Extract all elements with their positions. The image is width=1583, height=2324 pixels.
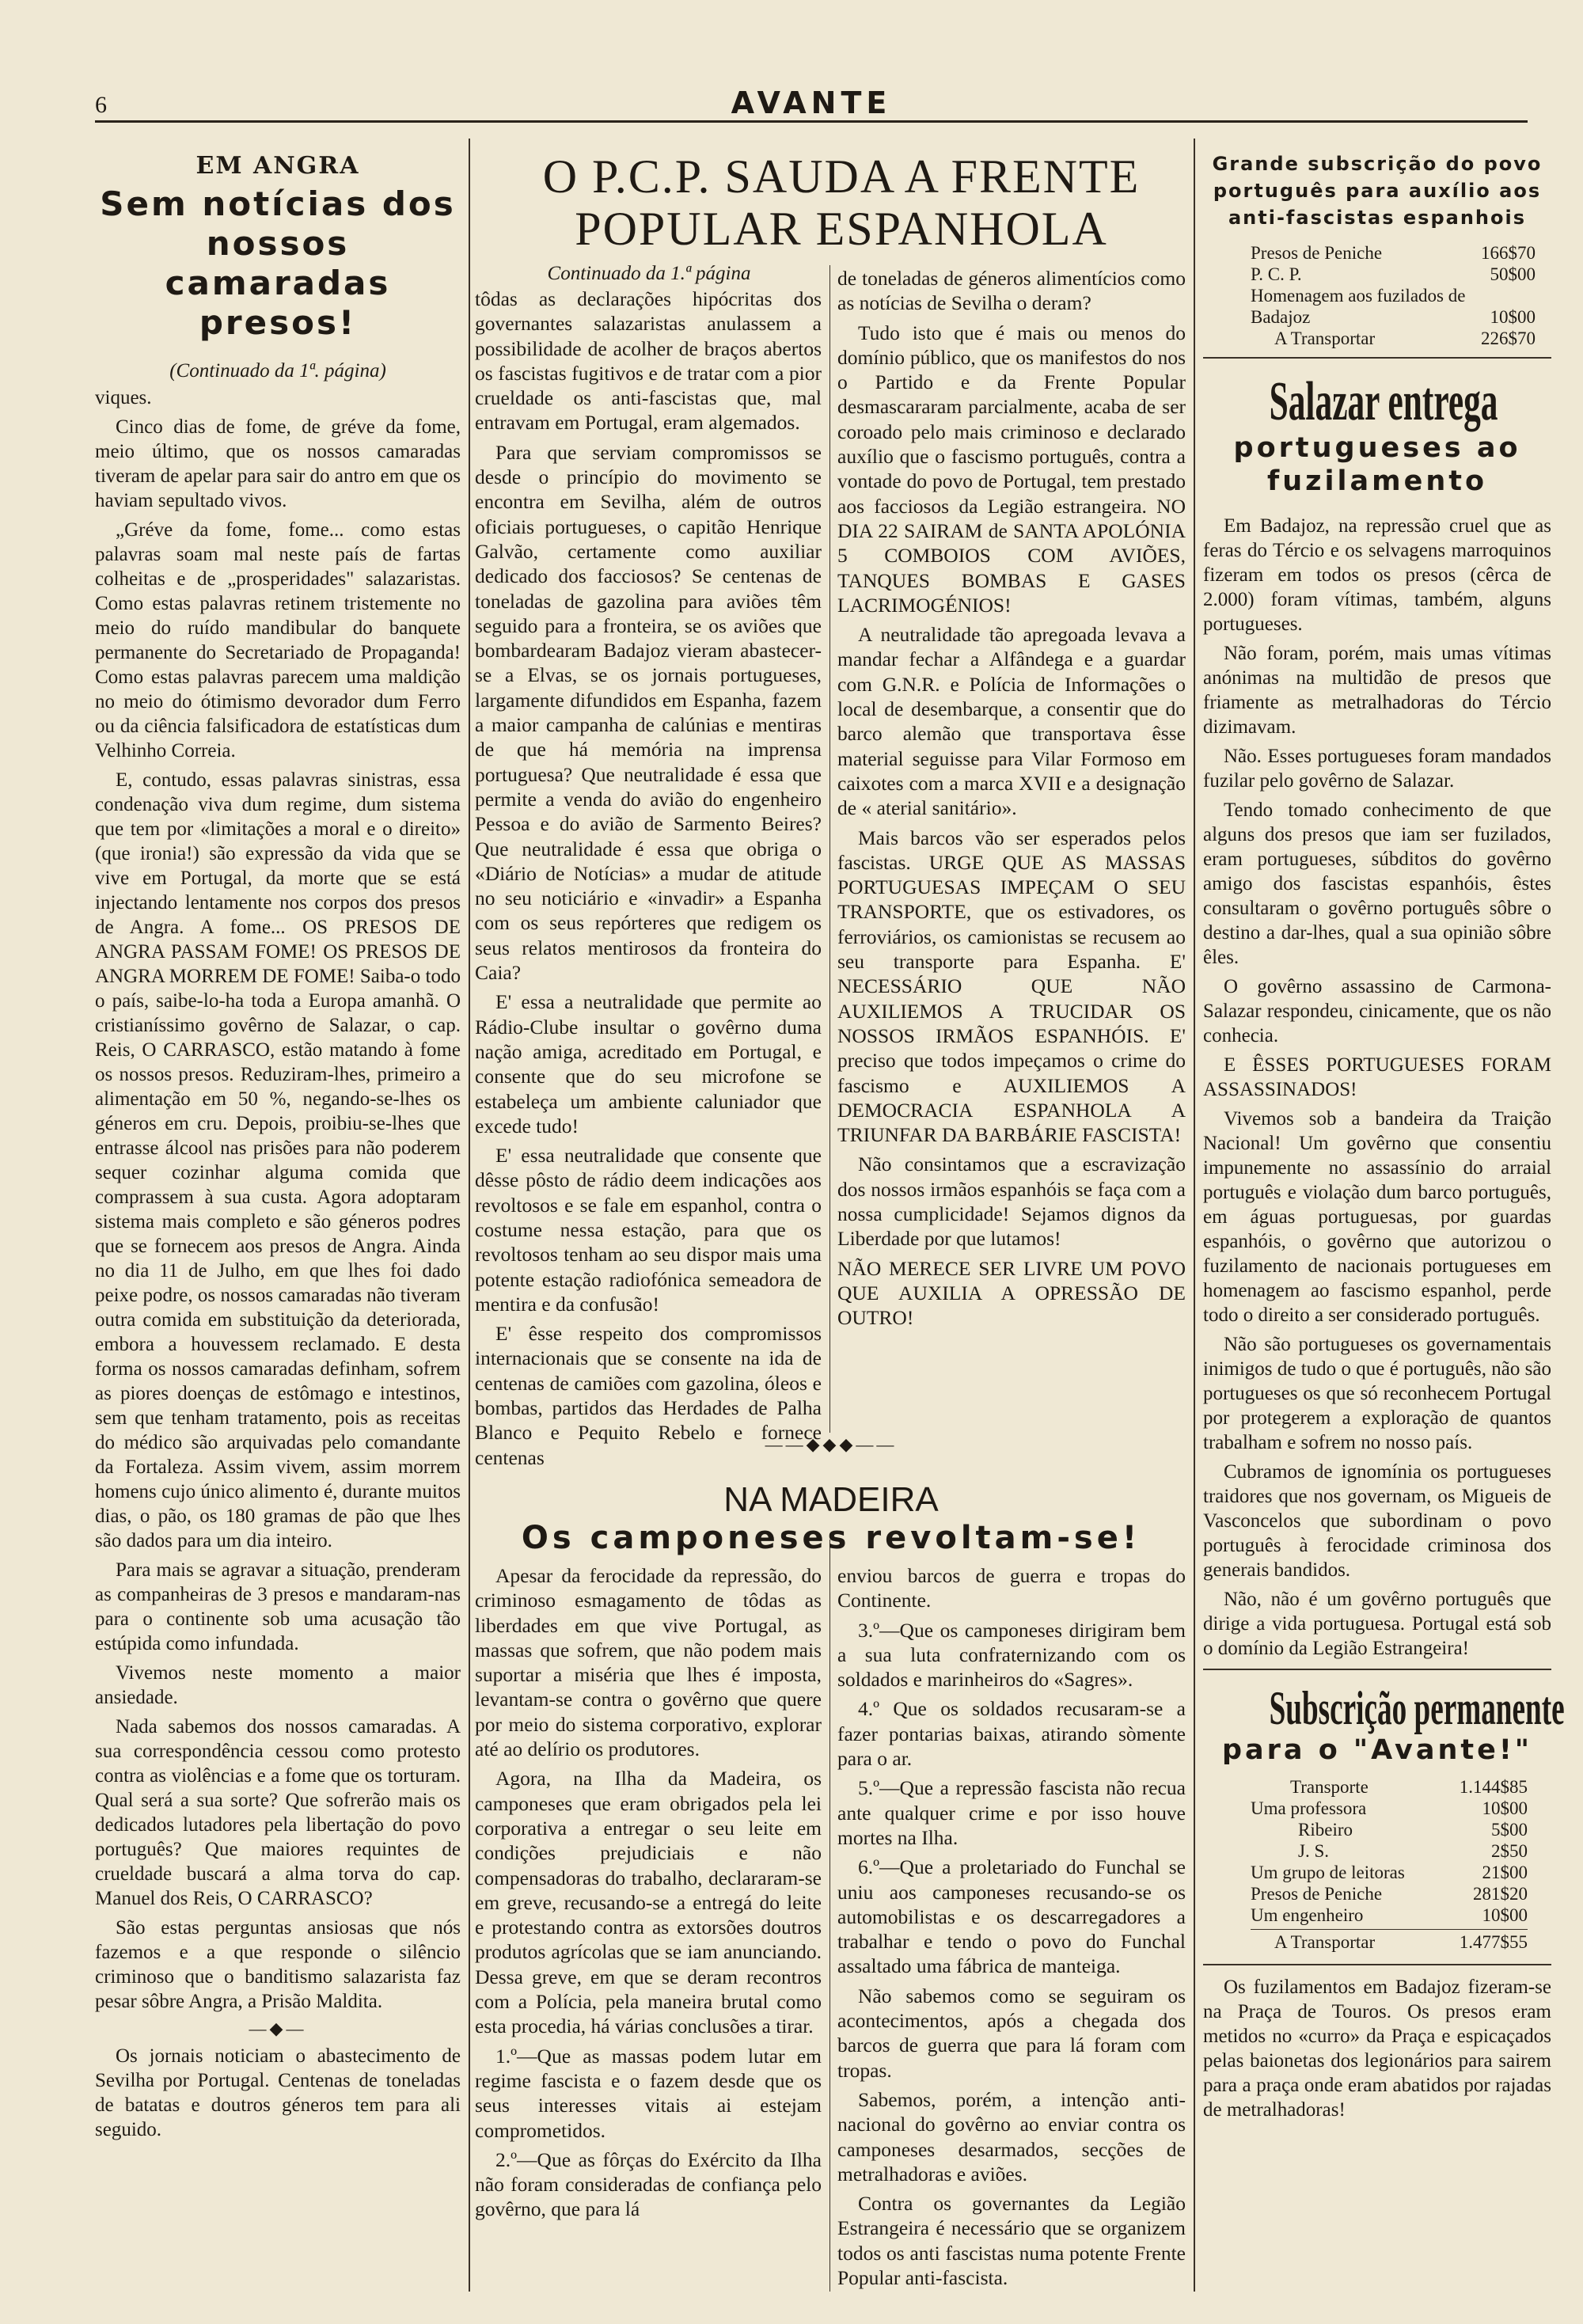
paragraph: Não. Esses portugueses foram mandados fuzilar pelo govêrno de Salazar. bbox=[1203, 746, 1551, 792]
subscription-row: Presos de Peniche 281$20 bbox=[1251, 1884, 1528, 1904]
salazar-title: Salazar entrega bbox=[1269, 371, 1498, 432]
column-rule-left bbox=[469, 139, 470, 2292]
paragraph: E ÊSSES PORTUGUESES FORAM ASSASSINADOS! bbox=[1203, 1054, 1551, 1100]
paragraph: Vivemos neste momento a maior ansiedade. bbox=[95, 1662, 461, 1708]
main-article-col-2 bbox=[837, 266, 1186, 1426]
right-column bbox=[1203, 150, 1565, 2296]
main-article-col-1 bbox=[475, 287, 822, 1469]
paragraph: Não sabemos como se seguiram os acontecimentos, após a chegada dos barcos de guerra que para lá foram com tropas. bbox=[837, 1984, 1186, 2082]
paragraph: Sabemos, porém, a intenção anti-nacional do govêrno ao enviar contra os camponeses desarmados, secções de metralhadoras e aviões. bbox=[837, 2087, 1186, 2185]
column-rule-main-mid bbox=[829, 265, 830, 1433]
paragraph: Mais barcos vão ser esperados pelos fascistas. URGE QUE AS MASSAS PORTUGUESAS IMPEÇAM O SEU TRANSPORTE, que os estivadores, os ferroviários, os camionistas se recusem ao seu transporte para Espanha. E' NECESSÁRIO QUE NÃO AUXILIEMOS A TRUCIDAR OS NOSSOS IRMÃOS ESPANHÓIS. E' preciso que todos impeçamos o crime do fascismo e AUXILIEMOS A DEMOCRACIA ESPANHOLA A TRIUNFAR DA BARBÁRIE FASCISTA! bbox=[837, 826, 1186, 1147]
masthead: AVANTE bbox=[731, 85, 892, 120]
madeira-col-2 bbox=[837, 1563, 1186, 2292]
article-kicker: EM ANGRA bbox=[196, 152, 360, 180]
paragraph: 4.º Que os soldados recusaram-se a fazer pontarias baixas, atirando sòmente para o ar. bbox=[837, 1697, 1186, 1771]
subscription-row: Homenagem aos fuzilados de Badajoz 10$00 bbox=[1251, 286, 1536, 327]
short-note: Os jornais noticiam o abastecimento de Sevilha por Portugal. Centenas de toneladas de batatas e doutros géneros tem para ali seguido. bbox=[95, 2045, 461, 2140]
paragraph: tôdas as declarações hipócritas dos governantes salazaristas anulassem a possibilidade de acolher de braços abertos os fascistas fugitivos e de tratar com a pior crueldade os anti-fascistas que, mal entravam em Portugal, eram algemados. bbox=[475, 287, 822, 435]
main-ornament: ——◆◆◆—— bbox=[765, 1434, 898, 1454]
paragraph: E' essa a neutralidade que permite ao Rádio-Clube insultar o govêrno duma nação amiga, acreditado em Portugal, e consente que do seu microfone se estabeleça um ambiente caluniador que excede tudo! bbox=[475, 990, 822, 1137]
paragraph: Cinco dias de fome, de gréve da fome, meio último, que os nossos camaradas tiveram de apelar para sair do antro em que os haviam sepultado vivos. bbox=[95, 416, 461, 511]
subscription-row: Um engenheiro 10$00 bbox=[1251, 1905, 1528, 1925]
article-body bbox=[95, 385, 461, 2014]
paragraph: NÃO MERECE SER LIVRE UM POVO QUE AUXILIA A OPRESSÃO DE OUTRO! bbox=[837, 1256, 1186, 1330]
paragraph: 6.º—Que a proletariado do Funchal se uniu aos camponeses recusando-se os automobilistas e os descarregadores a trabalhar e tendo o povo do Funchal assaltado uma fábrica de manteiga. bbox=[837, 1855, 1186, 1978]
paragraph: Em Badajoz, na repressão cruel que as feras do Tércio e os selvagens marroquinos fizeram em todos os presos (cêrca de 2.000) foram vítimas, também, alguns portugueses. bbox=[1203, 515, 1551, 635]
column-rule-madeira-mid bbox=[829, 1540, 830, 2292]
paragraph: Não foram, porém, mais umas vítimas anónimas na multidão de presos que friamente as metralhadoras do Tércio dizimavam. bbox=[1203, 643, 1551, 738]
section-rule bbox=[1203, 1964, 1551, 1965]
paragraph: E' essa neutralidade que consente que dêsse pôsto de rádio deem indicações aos revoltosos e se fale em espanhol, contra o costume nessa estação, para que os revoltosos tenham ao seu dispor mais uma potente estação radiofónica semeadora de mentira e da confusão! bbox=[475, 1144, 822, 1316]
article-headline: Sem notícias dos nossos camaradas presos! bbox=[100, 184, 456, 342]
main-continued bbox=[475, 263, 823, 285]
paragraph: Tudo isto que é mais ou menos do domínio público, que os manifestos do nos o Partido e da Frente Popular desmascararam parcialmente, acaba de ser coroado pelo mais criminoso e declarado auxílio que o fascismo português, contra a vontade do povo de Portugal, tem prestado aos facciosos da Legião estrangeira. NO DIA 22 SAIRAM de SANTA APOLÓNIA 5 COMBOIOS COM AVIÕES, TANQUES BOMBAS E GASES LACRIMOGÉNIOS! bbox=[837, 321, 1186, 617]
paragraph: 1.º—Que as massas podem lutar em regime fascista e o fazem desde que os seus interesses vitais ai estejam comprometidos. bbox=[475, 2044, 822, 2142]
subscription-row: Ribeiro 5$00 bbox=[1298, 1820, 1528, 1840]
paragraph: Agora, na Ilha da Madeira, os camponeses que eram obrigados pela lei corporativa a entregar o seu leite em condições prejudiciais e não compensadoras do trabalho, declararam-se em greve, recusando-se a entregá do leite e protestando contra as extorsões doutros produtos agrícolas que se iam anunciando. Dessa greve, em que se deram recontros com a Polícia, pela maneira brutal como esta procedia, há várias conclusões a tirar. bbox=[475, 1767, 822, 2038]
paragraph: Apesar da ferocidade da repressão, do criminoso esmagamento de tôdas as liberdades em que vive Portugal, as massas que sofrem, que não podem mais suportar a miséria que lhes é imposta, levantam-se contra o govêrno que quere por meio do sistema corporativo, explorar até ao delírio os produtores. bbox=[475, 1564, 822, 1761]
subscription-row: Um grupo de leitoras 21$00 bbox=[1251, 1863, 1528, 1882]
salazar-body bbox=[1203, 514, 1551, 1661]
subscription-title: Grande subscrição do povo português para auxílio aos anti-fascistas espanhois bbox=[1212, 153, 1543, 229]
ornament-divider: —◆— bbox=[249, 2018, 307, 2038]
paragraph: Contra os governantes da Legião Estrangeira é necessário que se organizem todos os anti fascistas numa potente Frente Popular anti-fascista. bbox=[837, 2192, 1186, 2290]
subscription-list bbox=[1251, 242, 1536, 349]
page-header bbox=[95, 85, 1528, 123]
paragraph: viques. bbox=[95, 387, 152, 408]
madeira-heading bbox=[475, 1480, 1187, 1556]
madeira-col-1 bbox=[475, 1563, 822, 2292]
subscription-row: A Transportar 226$70 bbox=[1274, 328, 1536, 348]
permanent-subscription-title: Subscrição permanente bbox=[1269, 1682, 1565, 1734]
final-paragraph: Os fuzilamentos em Badajoz fizeram-se na Praça de Touros. Os presos eram metidos no «curro» da Praça e espicaçados pelas baionetas dos legionários para sairem para a praça onde eram abatidos por rajadas de metralhadoras! bbox=[1203, 1977, 1551, 2121]
page-number: 6 bbox=[95, 92, 107, 118]
subscription-row: Uma professora 10$00 bbox=[1251, 1798, 1528, 1818]
paragraph: 2.º—Que as fôrças do Exército da Ilha não foram consideradas de confiança pelo govêrno, que para lá bbox=[475, 2147, 822, 2221]
paragraph: 5.º—Que a repressão fascista não recua ante qualquer crime e por isso houve mortes na Ilha. bbox=[837, 1776, 1186, 1849]
continued-note: (Continuado da 1ª. página) bbox=[169, 360, 386, 382]
permanent-subscription-list bbox=[1251, 1776, 1528, 1953]
section-rule bbox=[1203, 357, 1551, 359]
paragraph: Tendo tomado conhecimento de que alguns dos presos que iam ser fuzilados, eram portugueses, súbditos do govêrno amigo dos fascistas espanhóis, êstes consultaram o govêrno português sôbre o destino a dar-lhes, qual a sua opinião sôbre êles. bbox=[1203, 799, 1551, 968]
section-subtitle: Os camponeses revoltam-se! bbox=[521, 1520, 1141, 1556]
left-column bbox=[95, 149, 461, 2302]
subscription-row: Presos de Peniche 166$70 bbox=[1251, 243, 1536, 263]
subscription-row: A Transportar 1.477$55 bbox=[1251, 1929, 1528, 1953]
paragraph: Cubramos de ignomínia os portugueses traidores que nos governam, os Migueis de Vasconcelos que subordinam o povo português à ferocidade criminosa dos generais bandidos. bbox=[1203, 1461, 1551, 1581]
paragraph: de toneladas de géneros alimentícios como as notícias de Sevilha o deram? bbox=[837, 267, 1186, 315]
paragraph: Não são portugueses os governamentais inimigos de tudo o que é português, não são portugueses os que só reconhecem Portugal por protegerem a exploração de quantos trabalham e sofrem no nosso país. bbox=[1203, 1334, 1551, 1453]
subscription-row: P. C. P. 50$00 bbox=[1251, 264, 1536, 284]
paragraph: enviou barcos de guerra e tropas do Continente. bbox=[837, 1564, 1186, 1612]
paragraph: „Gréve da fome, fome... como estas palavras soam mal neste país de fartas colheitas e de „prosperidades" salazaristas. Como estas palavras retinem tristemente no meio do ruído mandibular do banquete permanente do Secretariado de Propaganda! Como estas palavras parecem uma maldição no meio do ótimismo devorador dum Ferro ou da ciência falsificadora de estatísticas dum Velhinho Correia. bbox=[95, 519, 461, 761]
salazar-subtitle: portugueses ao fuzilamento bbox=[1233, 432, 1521, 497]
paragraph: São estas perguntas ansiosas que nós fazemos e a que responde o silêncio criminoso que o banditismo salazarista faz pesar sôbre Angra, a Prisão Maldita. bbox=[95, 1917, 461, 2012]
column-rule-right bbox=[1194, 139, 1195, 2292]
paragraph: O govêrno assassino de Carmona-Salazar respondeu, cinicamente, que os não conhecia. bbox=[1203, 976, 1551, 1046]
section-rule bbox=[1203, 1669, 1551, 1670]
paragraph: Nada sabemos dos nossos camaradas. A sua correspondência cessou como protesto contra as violências e a fome que os torturam. Qual será a sua sorte? Que sofrerão mais os dedicados lutadores pela libertação do povo português? Que maiores requintes de crueldade buscará a alma torva do cap. Manuel dos Reis, O CARRASCO? bbox=[95, 1716, 461, 1909]
paragraph: E, contudo, essas palavras sinistras, essa condenação viva dum regime, dum sistema que tem por «limitações a moral e o direito» (que ironia!) são expressão da vida que se vive em Portugal, da morte que se está injectando lentamente nos corpos dos presos de Angra. A fome... OS PRESOS DE ANGRA PASSAM FOME! OS PRESOS DE ANGRA MORREM DE FOME! Saiba-o todo o país, saibe-lo-ha toda a Europa amanhã. O cristianíssimo govêrno de Salazar, o cap. Reis, O CARRASCO, estão matando à fome os nossos presos. Reduziram-lhes, primeiro a alimentação em 50 %, negando-se-lhes os géneros em cru. Depois, proibiu-se-lhes que entrasse álcool nas prisões para não poderem sequer cozinhar alguma comida que comprassem à sua custa. Agora adoptaram sistema mais completo e são géneros podres que se fornecem aos presos de Angra. Ainda no dia 11 de Julho, em que lhes foi dado peixe podre, os nossos camaradas não tiveram outra comida em substituição da deteriorada, embora a houvessem reclamado. E desta forma os nossos camaradas definham, sofrem as piores doenças de estômago e intestinos, sem que tenham tratamento, pois as receitas do médico são arquivadas pelo comandante da Fortaleza. Assim vivem, assim morrem homens cujo único alimento é, durante muitos dias, o pão, os 180 gramas de pão que lhes são dados para um dia inteiro. bbox=[95, 769, 461, 1551]
paragraph: Não, não é um govêrno português que dirige a vida portuguesa. Portugal está sob o domínio da Legião Estrangeira! bbox=[1203, 1589, 1551, 1659]
paragraph: Para que serviam compromissos se desde o princípio do movimento se encontra em Sevilha, além de outros oficiais portugueses, o capitão Henrique Galvão, certamente como auxiliar dedicado dos facciosos? Se centenas de toneladas de gazolina para aviões têm seguido para a fronteira, se os aviões que bombardearam Badajoz vieram abastecer-se a Elvas, se os jornais portugueses, largamente difundidos em Espanha, fazem a maior campanha de calúnias e mentiras de que há memória na imprensa portuguesa? Que neutralidade é essa que permite a venda do avião do engenheiro Pessoa e do avião de Sarmento Beires? Que neutralidade é essa que obriga o «Diário de Notícias» a mudar de atitude no seu noticiário e «invadir» a Espanha com os seus repórteres que redigem os seus relatos mentirosos da fronteira do Caia? bbox=[475, 440, 822, 985]
paragraph: Para mais se agravar a situação, prenderam as companheiras de 3 presos e mandaram-nas para o continente sob uma acusação tão estúpida como infundada. bbox=[95, 1559, 461, 1654]
permanent-subscription-subtitle: para o "Avante!" bbox=[1221, 1734, 1533, 1766]
paragraph: 3.º—Que os camponeses dirigiram bem a sua luta confraternizando com os soldados e marinheiros do «Sagres». bbox=[837, 1618, 1186, 1692]
paragraph: Vivemos sob a bandeira da Traição Nacional! Um govêrno que consentiu impunemente no assassínio do arraial português e violação dum barco português, em águas portuguesas, por guardas espanhóis, o govêrno que autorizou o fuzilamento de nacionais portugueses em homenagem ao fascismo espanhol, perde todo o direito a ser considerado português. bbox=[1203, 1108, 1551, 1326]
paragraph: Não consintamos que a escravização dos nossos irmãos espanhóis se faça com a nossa cumplicidade! Sejamos dignos da Liberdade por que lutamos! bbox=[837, 1153, 1186, 1251]
paragraph: A neutralidade tão apregoada levava a mandar fechar a Alfândega e a guardar com G.N.R. e Polícia de Informações o local de desembarque, a consentir que do barco alemão que transportava êsse material seguisse para Vilar Formoso em caixotes com a marca XVII e a designação de « aterial sanitário». bbox=[837, 623, 1186, 820]
paragraph: E' êsse respeito dos compromissos internacionais que se consente na ida de centenas de camiões com gazolina, óleos e bombas, partidos das Herdades de Palha Blanco e Pequito Rebelo e fornece centenas bbox=[475, 1322, 822, 1469]
main-headline: O P.C.P. SAUDA A FRENTE POPULAR ESPANHOLA bbox=[542, 150, 1141, 255]
section-title: NA MADEIRA bbox=[723, 1480, 939, 1519]
continued-note: Continuado da 1.ª página bbox=[547, 263, 751, 284]
subscription-row: Transporte 1.144$85 bbox=[1290, 1777, 1528, 1797]
subscription-row: J. S. 2$50 bbox=[1298, 1841, 1528, 1861]
